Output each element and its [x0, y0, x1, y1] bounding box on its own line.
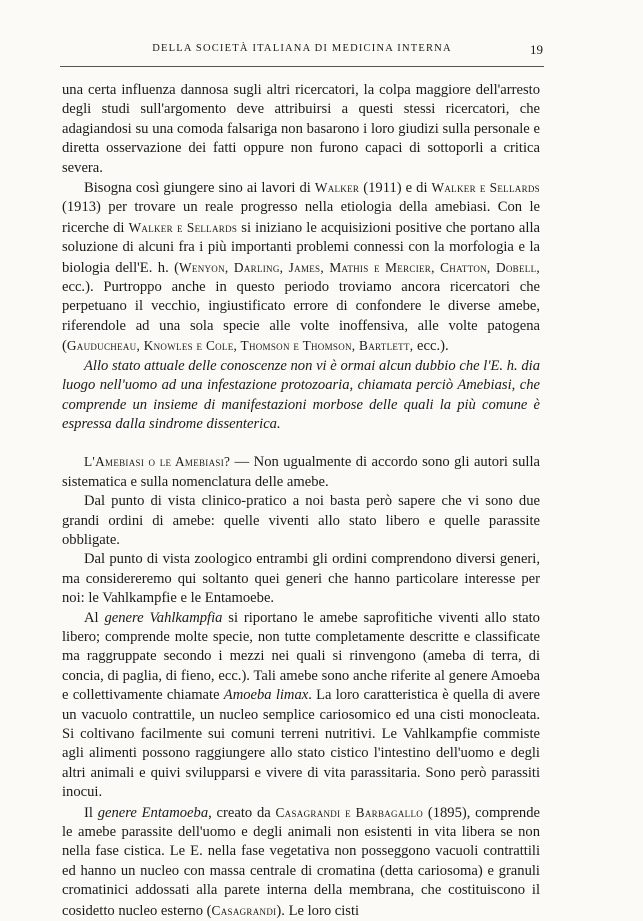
p2-text-b: (1911) e di [359, 180, 432, 197]
genus-entamoeba: genere Entamoeba [97, 804, 209, 821]
author-walker: Walker [314, 180, 360, 196]
paragraph-5: Dal punto di vista clinico-pratico a noi basta però sapere che vi sono due grandi ordini di amebe: quelle viventi allo stato libero e quelle parassite obbligate. [62, 493, 540, 548]
section-heading: L'Amebiasi o le Amebiasi? [84, 454, 231, 470]
paragraph-8 [62, 803, 540, 921]
paragraph-1: una certa influenza dannosa sugli altri ricercatori, la colpa maggiore dell'arresto degli studi sull'argomento deve attribuirsi a questi stessi ricercatori, che adagiandosi su una comoda falsariga non basarono i loro giudizi sulla personale e diretta osservazione dei fatti oppure non furono capaci di sottoporli a critica severa. [62, 82, 540, 176]
authors-casagrandi-barbagallo: Casagrandi e Barbagallo [275, 804, 424, 820]
p2-text-c: (1913) per trovare un reale progresso nella etiologia della amebiasi. Con le ricerche di [62, 199, 540, 236]
running-head: DELLA SOCIETÀ ITALIANA DI MEDICINA INTERNA [152, 43, 452, 54]
paragraph-7 [62, 609, 540, 803]
header-rule [60, 66, 544, 67]
species-amoeba-limax: Amoeba limax [223, 687, 309, 704]
paragraph-6: Dal punto di vista zoologico entrambi gli ordini comprendono diversi generi, ma considereremo qui soltanto quei generi che hanno particolare interesse per noi: le Vahlkampfie e le Entamoebe. [62, 551, 540, 607]
p2-text-e: ecc.). Purtroppo anche in questo periodo troviamo ancora ricercatori che perpetuano il vecchio, ingiustificato errore di confondere le diverse amebe, riferendole ad una sola specie alle volte inoffensiva, alle volte patogena ( [62, 279, 540, 355]
paragraph-4 [62, 452, 540, 492]
p8-text-d: ). Le loro cisti [276, 902, 360, 919]
p2-text-f: ecc.). [413, 338, 449, 355]
authors-list-2: Gauducheau, Knowles e Cole, Thomson e Thomson, Bartlett, [66, 338, 414, 354]
p7-text-a: Al [84, 609, 105, 626]
author-casagrandi: Casagrandi [211, 902, 277, 918]
p8-text-c: (1895), comprende le amebe parassite dell'uomo e degli animali non esistenti in vita libera se non nella fase cistica. Le E. nella fase vegetativa non posseggono vacuoli contrattili ed hanno un nucleo con massa centrale di cromatina (detta cariosoma) e granuli cromatinici addossati alla parete interna della membrana, che costituiscono il cosidetto nucleo esterno ( [62, 804, 540, 919]
p7-text-b: si riportano le amebe saprofitiche viventi allo stato libero; comprende molte specie, non tutte completamente descritte e classificate ma raggruppate secondo i mezzi nei quali si rinvengono (ameba di terra, di concia, di paglia, di fieno, ecc.). Tali amebe sono anche riferite al genere Amoeba e collettivamente chiamate [62, 609, 540, 704]
paragraph-2 [62, 178, 540, 357]
page-number: 19 [530, 42, 543, 57]
p7-text-c: . La loro caratteristica è quella di avere un vacuolo contrattile, un nucleo semplice cariosomico ed una cisti monocleata. Si coltivano facilmente sui comuni terreni nutritivi. Le Vahlkampfie commiste agli alimenti possono raggiungere allo stato cistico l'intestino dell'uomo e degli altri animali e quivi svilupparsi e vivere di vita parassitaria. Sono però parassiti inocui. [62, 687, 541, 801]
p8-text-b: , creato da [208, 804, 276, 821]
p8-text-a: Il [84, 804, 98, 821]
p4-text: — Non ugualmente di accordo sono gli autori sulla sistematica e sulla nomenclatura delle amebe. [62, 454, 540, 490]
p2-text-a: Bisogna così giungere sino ai lavori di [84, 180, 315, 197]
paragraph-3-italic: Allo stato attuale delle conoscenze non vi è ormai alcun dubbio che l'E. h. dia luogo nell'uomo ad una infestazione protozoaria, chiamata perciò Amebiasi, che comprende un insieme di manifestazioni morbose delle quali la più comune è espressa dalla sindrome dissenterica. [62, 357, 540, 432]
genus-vahlkampfia: genere Vahlkampfia [104, 609, 223, 626]
author-walker-sellards: Walker e Sellards [431, 180, 540, 196]
author-walker-sellards-2: Walker e Sellards [128, 219, 238, 235]
body-text [62, 81, 540, 921]
p2-text-d: si iniziano le acquisizioni positive che portano alla soluzione di alcuni fra i più importanti problemi connessi con la morfologia e la biologia dell'E. h. ( [62, 219, 540, 276]
authors-list-1: Wenyon, Darling, James, Mathis e Mercier, Chatton, Dobell, [179, 259, 540, 275]
